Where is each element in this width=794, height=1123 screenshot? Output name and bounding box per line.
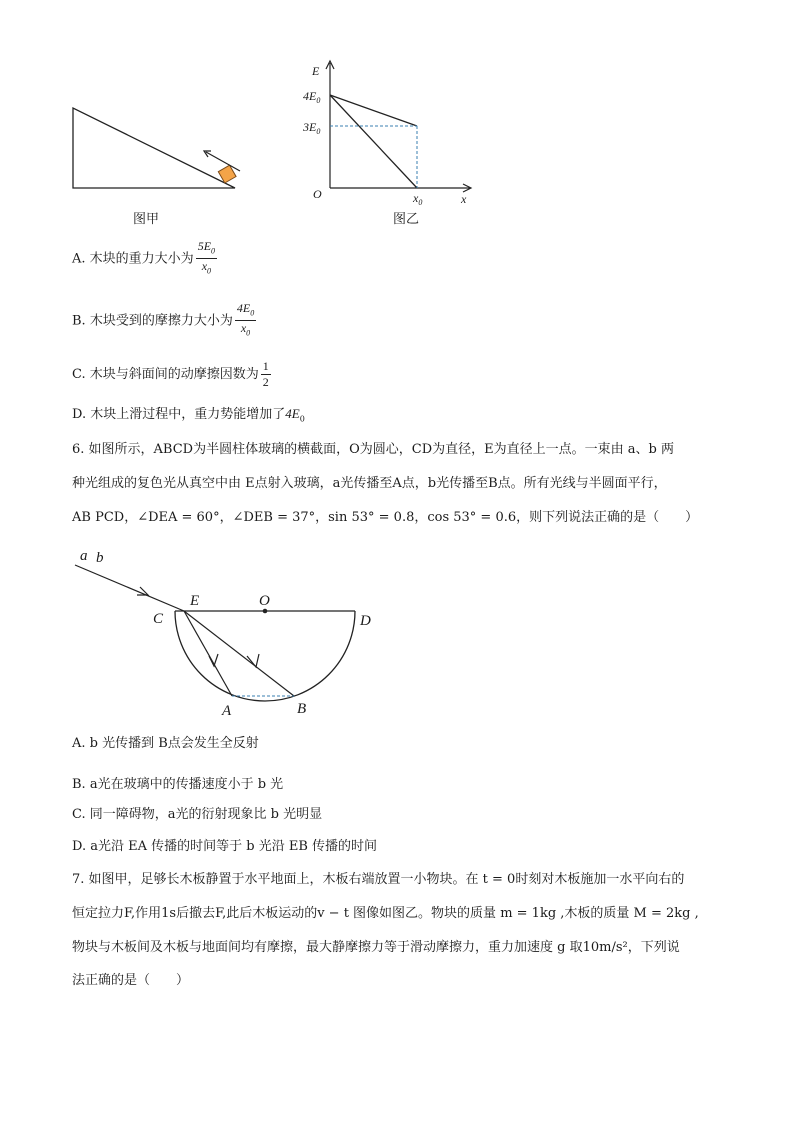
motion-arrow xyxy=(206,152,240,171)
q6-stem-line3: AB PCD，∠DEA = 60°，∠DEB = 37°，sin 53° = 0.8，cos 53° = 0.6，则下列说法正确的是（ ） xyxy=(72,510,699,525)
ray-ea xyxy=(184,611,232,696)
label-a: a xyxy=(80,548,88,564)
q6-option-b: B. a光在玻璃中的传播速度小于 b 光 xyxy=(72,777,284,792)
tick-x0: $x_0$ xyxy=(413,191,423,207)
q5-option-d: D. 木块上滑过程中，重力势能增加了$4E_0$ xyxy=(72,406,305,424)
q5-option-b: B. 木块受到的摩擦力大小为 $\frac{4E_0}{x_0}$ xyxy=(72,301,255,338)
graph-line-lower xyxy=(330,95,417,188)
q7-stem-line2: 恒定拉力F,作用1s后撤去F,此后木板运动的v − t 图像如图乙。物块的质量 m = 1kg ,木板的质量 M = 2kg , xyxy=(72,906,699,921)
label-c: C xyxy=(153,611,164,627)
figure-semicircle xyxy=(60,540,390,725)
x-axis-label: x xyxy=(461,192,467,206)
center-o xyxy=(263,609,268,614)
incident-ray xyxy=(75,565,184,611)
q7-stem-line3: 物块与木板间及木板与地面间均有摩擦，最大静摩擦力等于滑动摩擦力，重力加速度 g 取10m/s²，下列说 xyxy=(72,940,680,955)
label-d: D xyxy=(360,613,371,629)
incline-triangle xyxy=(73,108,235,188)
ray-eb xyxy=(184,611,294,696)
q6-stem-line2: 种光组成的复色光从真空中由 E点射入玻璃，a光传播至A点，b光传播至B点。所有光线与半圆面平行， xyxy=(72,476,667,491)
q5-option-c: C. 木块与斜面间的动摩擦因数为 $\frac{1}{2}$ xyxy=(72,359,269,389)
q6-stem-line1: 6. 如图所示，ABCD为半圆柱体玻璃的横截面，O为圆心，CD为直径，E为直径上一点。一束由 a、b 两 xyxy=(72,442,674,457)
origin-label: O xyxy=(313,187,322,201)
q5-option-a: A. 木块的重力大小为 $\frac{5E_0}{x_0}$ xyxy=(72,239,216,276)
figure-jia-incline xyxy=(60,95,260,200)
y-axis-label: E xyxy=(312,64,320,78)
tick-3e0: $3E_0$ xyxy=(303,120,321,136)
figure-jia-caption: 图甲 xyxy=(133,212,160,227)
label-point-a: A xyxy=(222,703,232,719)
label-e: E xyxy=(190,593,200,609)
graph-line-upper xyxy=(330,95,417,126)
tick-4e0: $4E_0$ xyxy=(303,89,321,105)
q6-option-a: A. b 光传播到 B点会发生全反射 xyxy=(72,736,259,751)
q7-stem-line1: 7. 如图甲，足够长木板静置于水平地面上，木板右端放置一小物块。在 t = 0时刻对木板施加一水平向右的 xyxy=(72,872,685,887)
q7-stem-line4: 法正确的是（ ） xyxy=(72,973,190,988)
label-b: b xyxy=(96,550,104,566)
label-o: O xyxy=(259,593,270,609)
q6-option-d: D. a光沿 EA 传播的时间等于 b 光沿 EB 传播的时间 xyxy=(72,839,378,854)
figure-yi-graph xyxy=(295,55,485,210)
q6-option-c: C. 同一障碍物，a光的衍射现象比 b 光明显 xyxy=(72,807,323,822)
label-point-b: B xyxy=(297,701,307,717)
figure-yi-caption: 图乙 xyxy=(393,212,420,227)
